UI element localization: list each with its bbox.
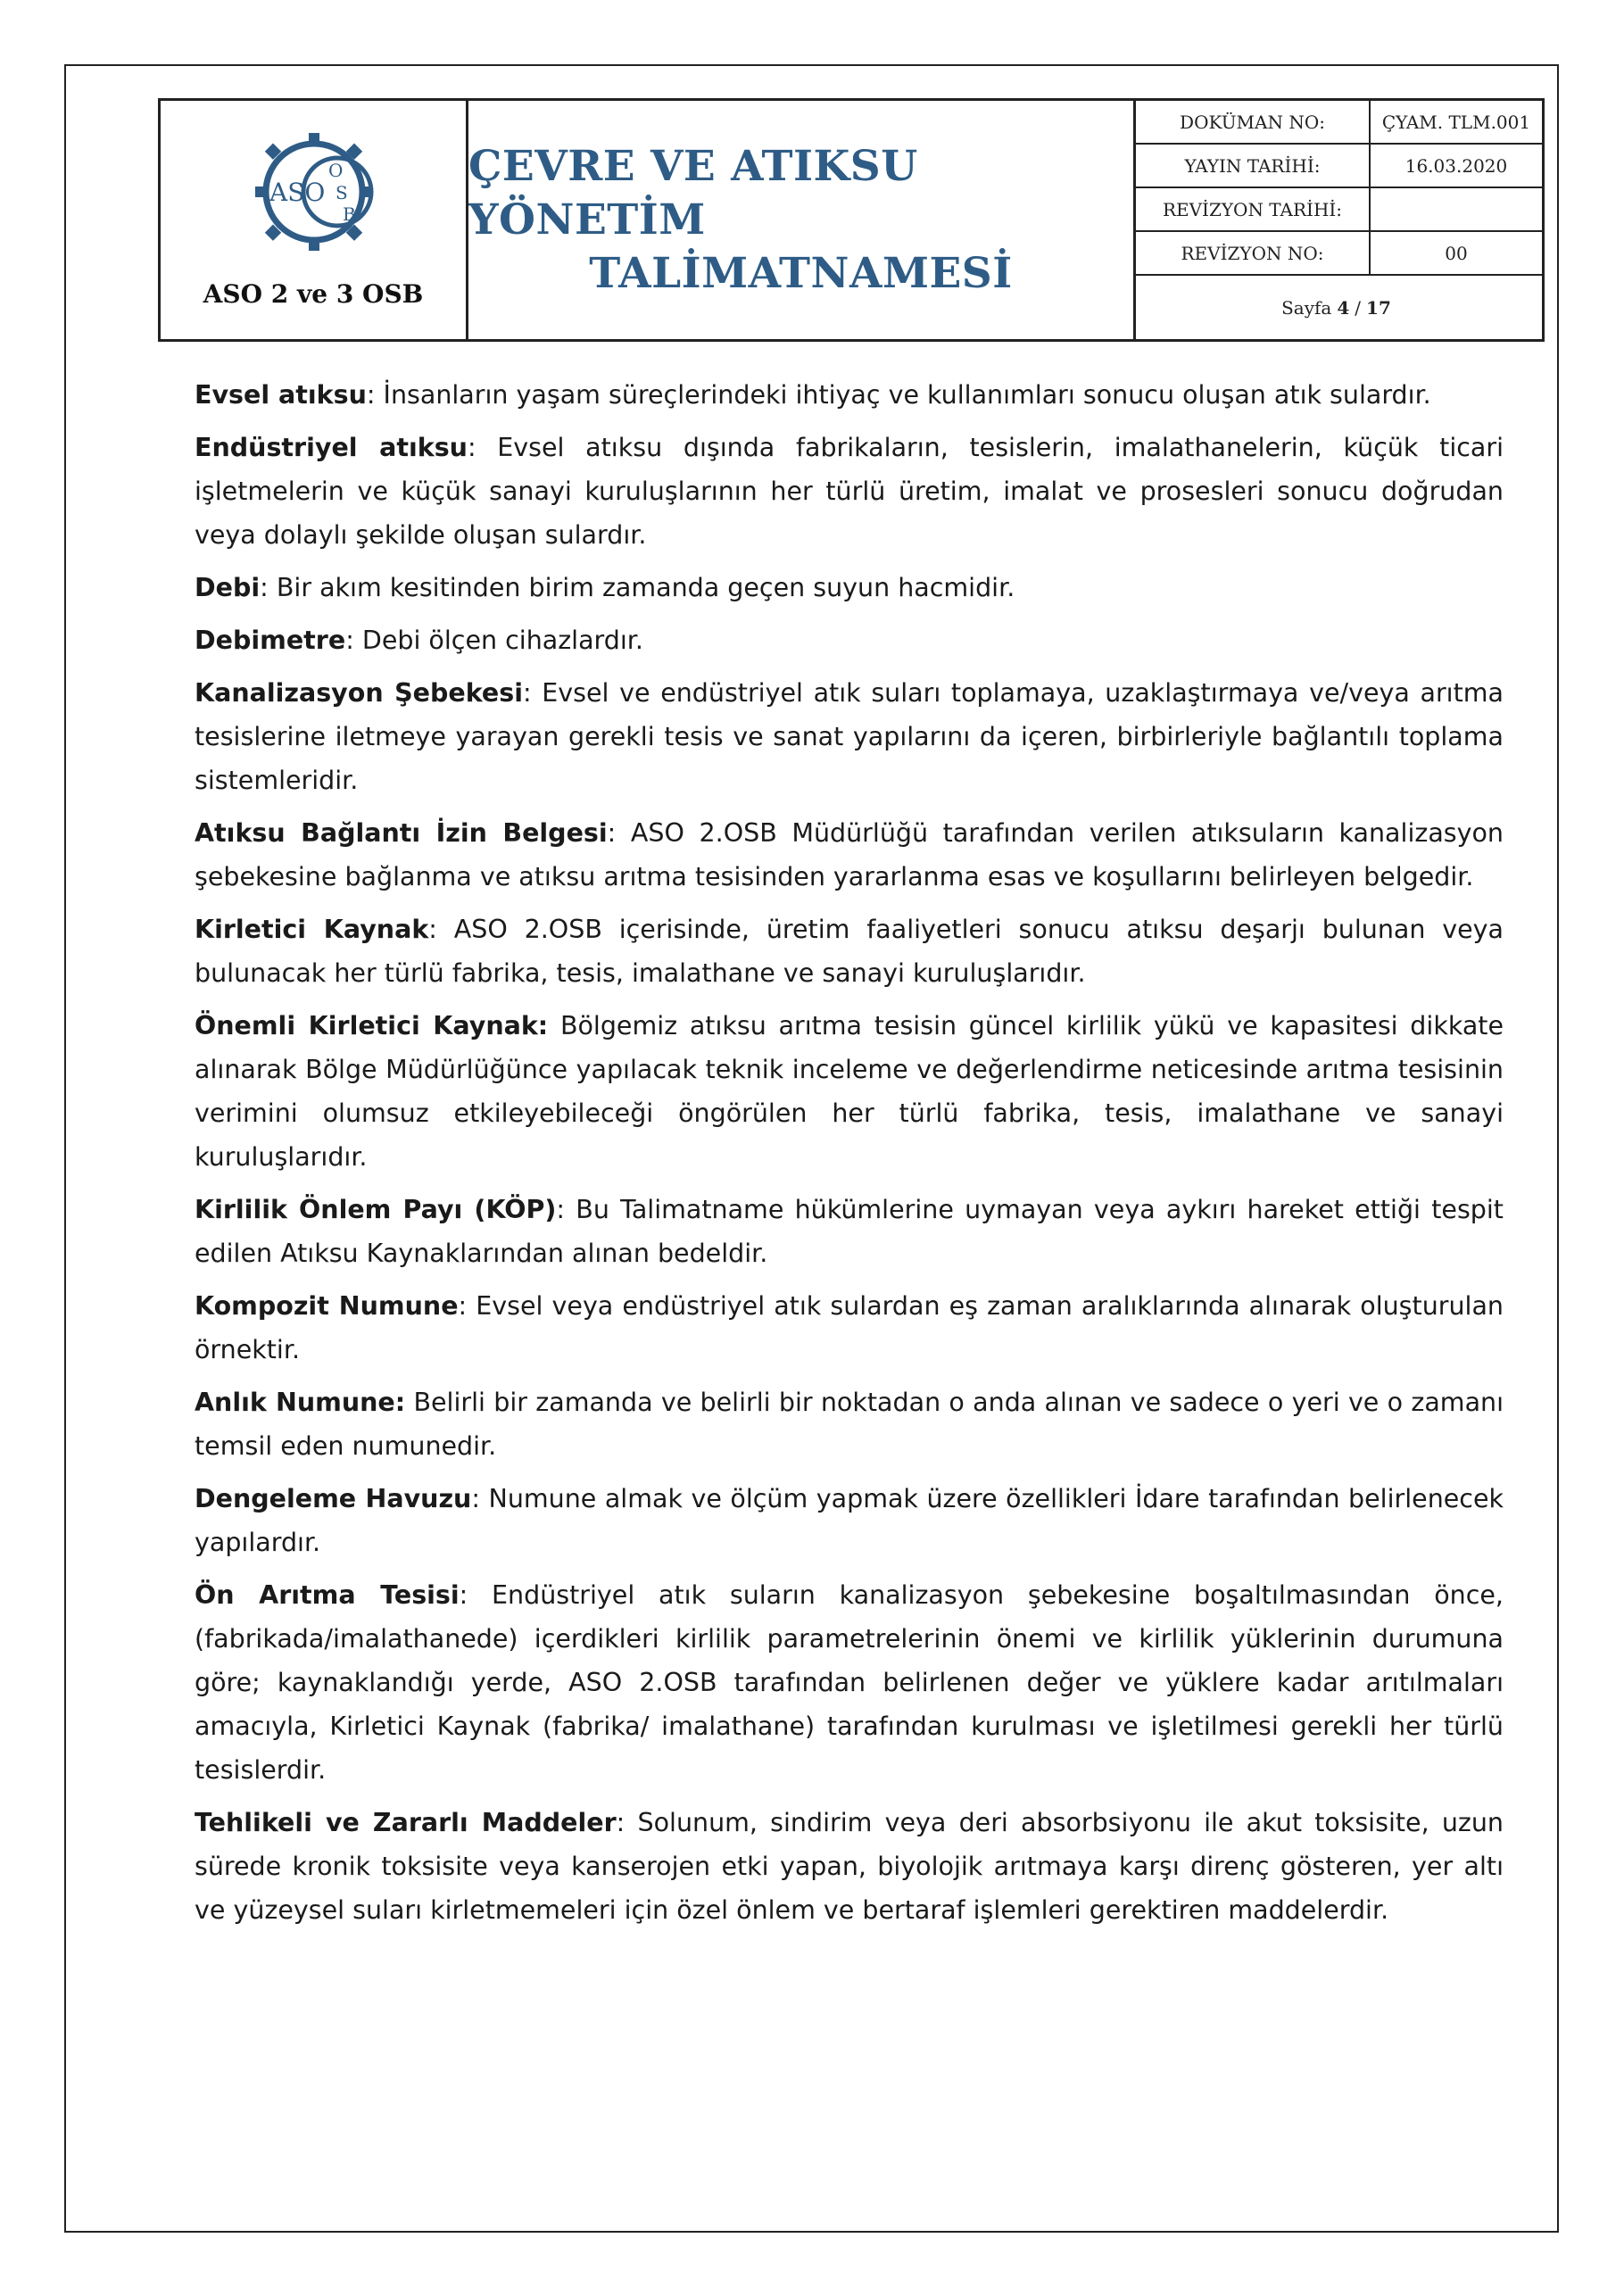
document-header (158, 98, 1545, 342)
definition-text: Evsel atıksu dışında fabrikaların, tesislerin, imalathanelerin, küçük ticari işletmelerin ve küçük sanayi kuruluşlarının her türlü üretim, imalat ve prosesleri sonucu doğrudan veya dolaylı şekilde oluşan sulardır. (195, 433, 1504, 550)
definition-separator: : (607, 818, 631, 848)
info-value: 16.03.2020 (1404, 154, 1508, 177)
definition-separator: : (428, 915, 454, 944)
definition-text: Belirli bir zamanda ve belirli bir noktadan o anda alınan ve sadece o yeri ve o zamanı temsil eden numunedir. (195, 1388, 1504, 1461)
definition-entry (195, 908, 1504, 995)
definition-separator: : (467, 433, 498, 462)
definition-text: Bu Talimatname hükümlerine uymayan veya aykırı hareket ettiği tespit edilen Atıksu Kaynaklarından alınan bedeldir. (195, 1195, 1504, 1268)
info-row-document-no (1136, 101, 1542, 145)
document-body (195, 373, 1504, 1941)
definition-entry (195, 373, 1504, 417)
definition-text: Solunum, sindirim veya deri absorbsiyonu ile akut toksisite, uzun sürede kronik toksisite veya kanserojen etki yapan, biyolojik arıtmaya karşı direnç gösteren, yer altı ve yüzeysel suları kirletmemeleri için özel önlem ve bertaraf işlemleri gerektiren maddelerdir. (195, 1808, 1504, 1925)
definition-text: ASO 2.OSB Müdürlüğü tarafından verilen atıksuların kanalizasyon şebekesine bağlanma ve atıksu arıtma tesisinden yararlanma esas ve koşullarını belirleyen belgedir. (195, 818, 1504, 891)
info-key: DOKÜMAN NO: (1136, 101, 1371, 143)
document-info-table (1136, 101, 1542, 339)
definition-term: Önemli Kirletici Kaynak: (195, 1011, 549, 1040)
definition-separator: : (459, 1580, 493, 1610)
info-key: REVİZYON TARİHİ: (1136, 188, 1371, 230)
definition-separator: : (458, 1291, 476, 1321)
definition-separator: : (471, 1484, 489, 1513)
definition-term: Dengeleme Havuzu (195, 1484, 472, 1513)
definition-text: Bir akım kesitinden birim zamanda geçen suyun hacmidir. (276, 573, 1015, 602)
definition-term: Kanalizasyon Şebekesi (195, 678, 523, 708)
definition-text: Debi ölçen cihazlardır. (361, 626, 643, 655)
definition-entry (195, 811, 1504, 899)
definition-separator: : (522, 678, 543, 708)
info-row-revision-no (1136, 232, 1542, 276)
definition-text: Endüstriyel atık suların kanalizasyon şebekesine boşaltılmasından önce, (fabrikada/imalathanede) içerdikleri kirlilik parametrelerinin önemi ve kirlilik yüklerinin durumuna göre; kaynaklandığı yerde, ASO 2.OSB tarafından belirlenen değer ve yüklere kadar arıtılmaları amacıyla, Kirletici Kaynak (fabrika/ imalathane) tarafından kurulması ve işletilmesi gerekli her türlü tesislerdir. (195, 1580, 1504, 1785)
definition-entry (195, 1801, 1504, 1932)
info-value: ÇYAM. TLM.001 (1381, 111, 1531, 133)
definition-entry (195, 1188, 1504, 1275)
definition-term: Ön Arıtma Tesisi (195, 1580, 460, 1610)
aso-osb-logo (250, 128, 379, 257)
svg-text:S: S (336, 182, 348, 203)
definition-text: Evsel ve endüstriyel atık suları toplamaya, uzaklaştırmaya ve/veya arıtma tesislerine iletmeye yarayan gerekli tesis ve sanat yapılarını da içeren, birbirleriyle bağlantılı toplama sistemleridir. (195, 678, 1504, 795)
definition-term: Kompozit Numune (195, 1291, 459, 1321)
definition-term: Evsel atıksu (195, 380, 367, 410)
page-total: 17 (1366, 296, 1391, 319)
document-title-line-1: ÇEVRE VE ATIKSU YÖNETİM (468, 141, 918, 245)
definition-separator: : (616, 1808, 638, 1837)
title-cell (468, 101, 1136, 339)
logo-caption: ASO 2 ve 3 OSB (203, 279, 424, 309)
definition-term: Atıksu Bağlantı İzin Belgesi (195, 818, 608, 848)
definition-term: Endüstriyel atıksu (195, 433, 468, 462)
definition-text: Evsel veya endüstriyel atık sulardan eş zaman aralıklarında alınarak oluşturulan örnektir. (195, 1291, 1504, 1364)
definition-entry (195, 618, 1504, 662)
definition-term: Anlık Numune: (195, 1388, 406, 1417)
definition-separator: : (366, 380, 384, 410)
definition-separator: : (345, 626, 362, 655)
definition-text: Numune almak ve ölçüm yapmak üzere özellikleri İdare tarafından belirlenecek yapılardır. (195, 1484, 1504, 1557)
definition-separator (548, 1011, 560, 1040)
svg-text:B: B (343, 203, 356, 225)
info-value (1371, 188, 1542, 230)
definition-entry (195, 1477, 1504, 1564)
logo-aso-text: ASO (269, 178, 326, 207)
info-value: 00 (1445, 242, 1468, 264)
definition-entry (195, 566, 1504, 609)
info-row-publish-date (1136, 145, 1542, 188)
definition-separator: : (260, 573, 277, 602)
definition-text: Bölgemiz atıksu arıtma tesisin güncel kirlilik yükü ve kapasitesi dikkate alınarak Bölge Müdürlüğünce yapılacak teknik inceleme ve değerlendirme neticesinde arıtma tesisinin verimini olumsuz etkileyebileceği öngörülen her türlü fabrika, tesis, imalathane ve sanayi kuruluşlarıdır. (195, 1011, 1504, 1172)
definition-entry (195, 1380, 1504, 1468)
document-title-line-2: TALİMATNAMESİ (589, 248, 1013, 298)
page-current: 4 (1337, 296, 1350, 319)
info-row-revision-date (1136, 188, 1542, 232)
logo-cell (161, 101, 468, 339)
svg-text:O: O (328, 160, 344, 181)
page-separator: / (1355, 296, 1362, 319)
definition-term: Kirlilik Önlem Payı (KÖP) (195, 1195, 557, 1224)
definition-entry (195, 1284, 1504, 1372)
info-key: YAYIN TARİHİ: (1136, 145, 1371, 186)
definition-term: Debimetre (195, 626, 346, 655)
page-number (1136, 276, 1542, 339)
definition-entry (195, 671, 1504, 802)
definition-term: Kirletici Kaynak (195, 915, 429, 944)
info-key: REVİZYON NO: (1136, 232, 1371, 274)
definition-entry (195, 1573, 1504, 1792)
definition-entry (195, 1004, 1504, 1179)
definition-text: ASO 2.OSB içerisinde, üretim faaliyetleri sonucu atıksu deşarjı bulunan veya bulunacak her türlü fabrika, tesis, imalathane ve sanayi kuruluşlarıdır. (195, 915, 1504, 988)
definition-separator: : (556, 1195, 576, 1224)
definition-term: Tehlikeli ve Zararlı Maddeler (195, 1808, 617, 1837)
definition-entry (195, 426, 1504, 557)
page-label: Sayfa (1281, 296, 1332, 319)
definition-text: İnsanların yaşam süreçlerindeki ihtiyaç ve kullanımları sonucu oluşan atık sulardır. (383, 380, 1431, 410)
definition-term: Debi (195, 573, 261, 602)
